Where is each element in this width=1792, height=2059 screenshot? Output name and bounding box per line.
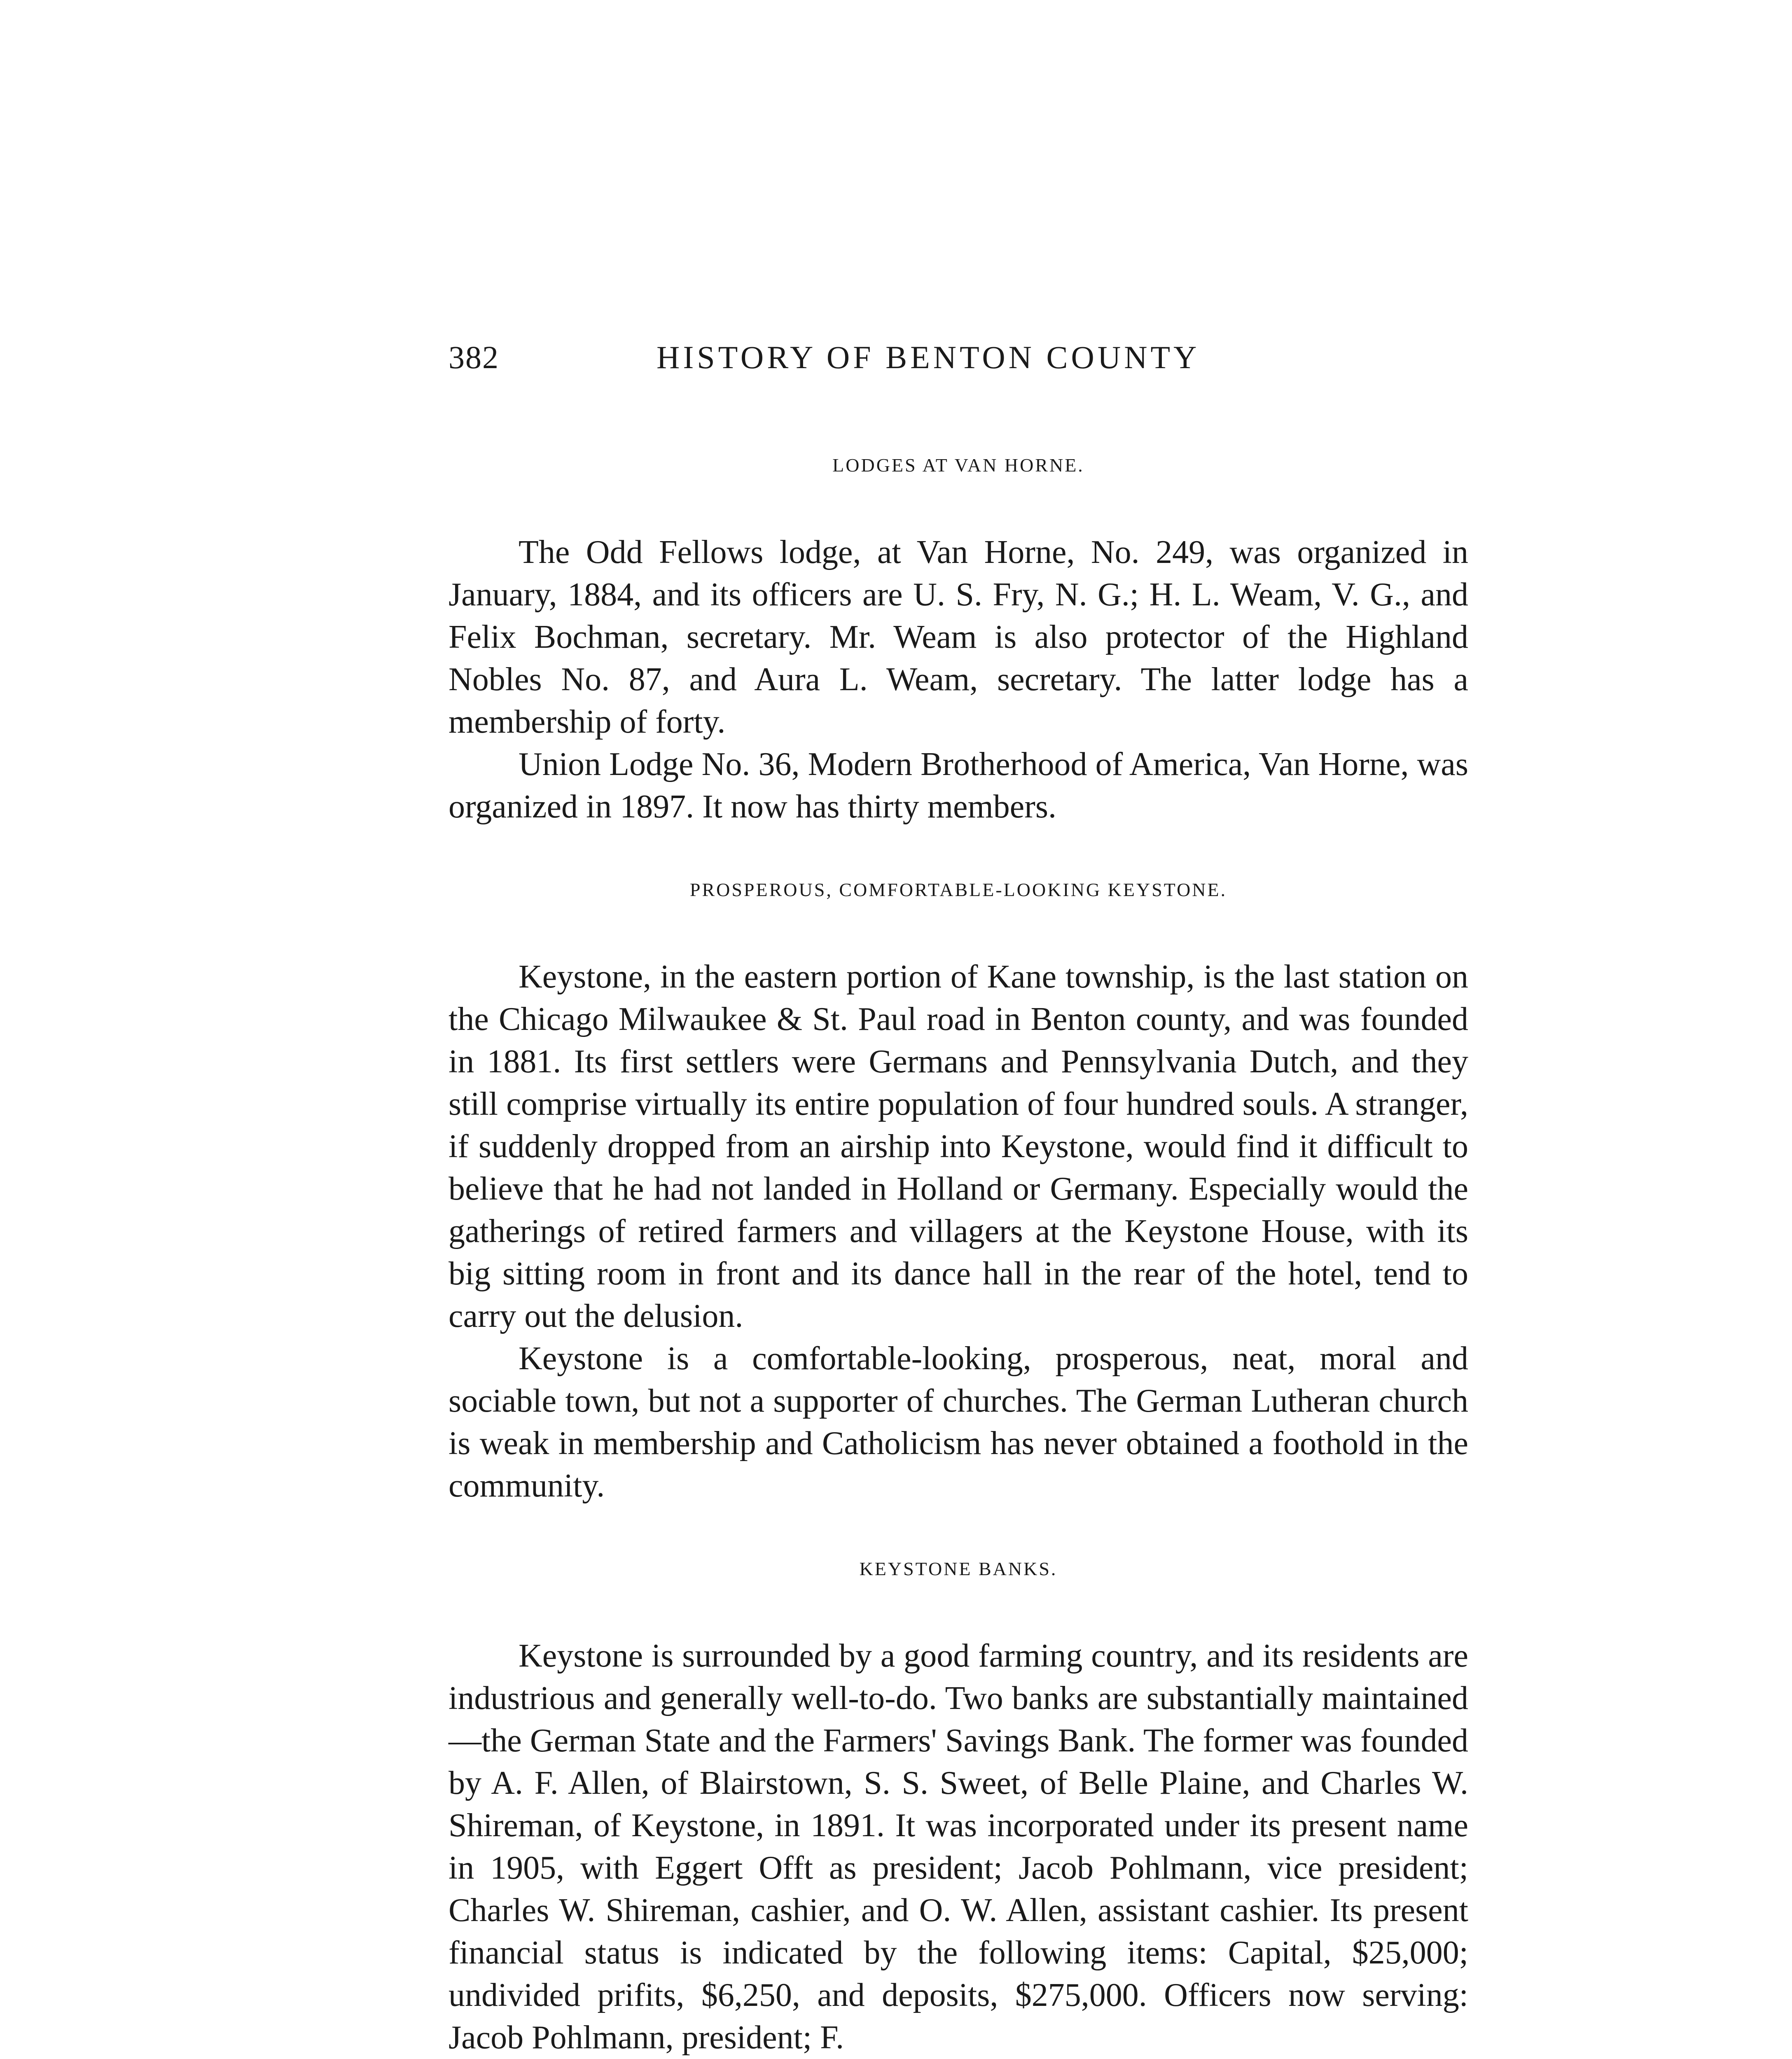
section-heading-banks: KEYSTONE BANKS.	[859, 1558, 1058, 1579]
page-body	[449, 449, 1468, 2059]
page-header	[449, 333, 1304, 382]
section-heading-lodges: LODGES AT VAN HORNE.	[832, 455, 1084, 476]
paragraph-keystone-history: Keystone, in the eastern portion of Kane township, is the last station on the Chicago Milwaukee & St. Paul road in Benton county, and was founded in 1881. Its first settlers were Germans and Pennsylvania Dutch, and they still comprise virtually its entire population of four hundred souls. A stranger, if suddenly dropped from an airship into Keystone, would find it difficult to believe that he had not landed in Holland or Germany. Especially would the gatherings of retired farmers and villagers at the Keystone House, with its big sitting room in front and its dance hall in the rear of the hotel, tend to carry out the delusion.	[449, 959, 1468, 1334]
paragraph-union-lodge: Union Lodge No. 36, Modern Brotherhood of America, Van Horne, was organized in 1897. It now has thirty members.	[449, 746, 1468, 825]
page-number: 382	[449, 339, 499, 375]
running-title: HISTORY OF BENTON COUNTY	[657, 339, 1200, 375]
section-heading-keystone: PROSPEROUS, COMFORTABLE-LOOKING KEYSTONE.	[689, 879, 1227, 900]
paragraph-keystone-banks: Keystone is surrounded by a good farming country, and its residents are industrious and generally well-to-do. Two banks are substantially maintained—the German State and the Farmers' Savings Bank. The former was founded by A. F. Allen, of Blairstown, S. S. Sweet, of Belle Plaine, and Charles W. Shireman, of Keystone, in 1891. It was incorporated under its present name in 1905, with Eggert Offt as president; Jacob Pohlmann, vice president; Charles W. Shireman, cashier, and O. W. Allen, assistant cashier. Its present financial status is indicated by the following items: Capital, $25,000; undivided prifits, $6,250, and deposits, $275,000. Officers now serving: Jacob Pohlmann, president; F.	[449, 1638, 1468, 2056]
paragraph-keystone-town: Keystone is a comfortable-looking, prosperous, neat, moral and sociable town, but not a supporter of churches. The German Lutheran church is weak in membership and Catholicism has never obtained a foothold in the community.	[449, 1340, 1468, 1504]
paragraph-odd-fellows: The Odd Fellows lodge, at Van Horne, No. 249, was organized in January, 1884, and its officers are U. S. Fry, N. G.; H. L. Weam, V. G., and Felix Bochman, secretary. Mr. Weam is also protector of the Highland Nobles No. 87, and Aura L. Weam, secretary. The latter lodge has a membership of forty.	[449, 534, 1468, 740]
